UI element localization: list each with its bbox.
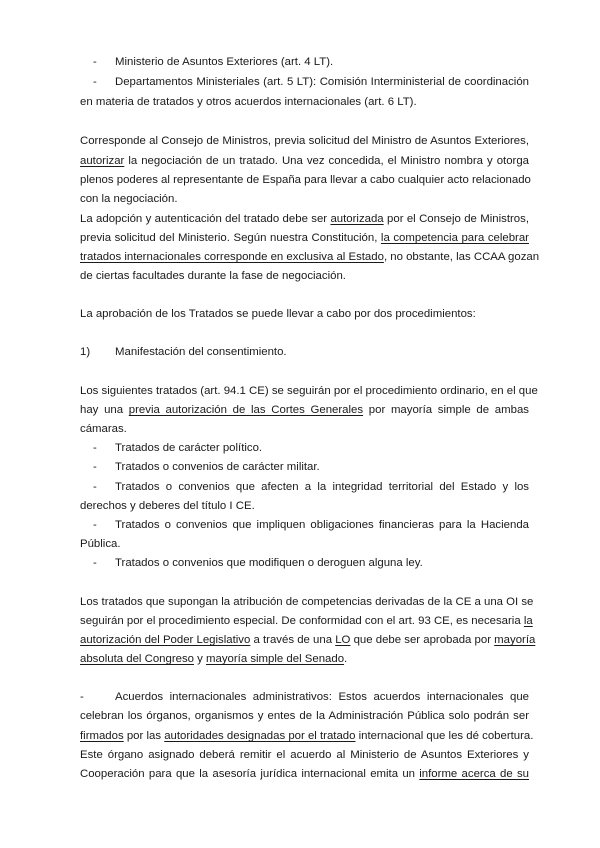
list-dash: - [93, 519, 97, 531]
underlined-term: autorizar [80, 155, 125, 167]
underlined-term: firmados [80, 730, 124, 742]
paragraph-line: plenos poderes al representante de España para llevar a cabo cualquier acto relacionado [80, 174, 531, 186]
underlined-term: mayoría simple del Senado [206, 653, 345, 665]
list-item-continuation: Pública. [80, 538, 121, 550]
paragraph-line: La adopción y autenticación del tratado debe ser autorizada por el Consejo de Ministros, [80, 213, 529, 225]
paragraph-line: Los tratados que supongan la atribución de competencias derivadas de la CE a una OI se [80, 596, 534, 608]
underlined-term: absoluta del Congreso [80, 653, 194, 665]
paragraph-line: Corresponde al Consejo de Ministros, previa solicitud del Ministro de Asuntos Exteriores, [80, 135, 529, 147]
paragraph-line: absoluta del Congreso y mayoría simple del Senado. [80, 653, 348, 665]
paragraph-line: La aprobación de los Tratados se puede llevar a cabo por dos procedimientos: [80, 308, 476, 320]
list-item: Tratados o convenios que afecten a la integridad territorial del Estado y los [115, 481, 529, 493]
paragraph-line: hay una previa autorización de las Cortes Generales por mayoría simple de ambas [80, 404, 529, 416]
paragraph-line: Los siguientes tratados (art. 94.1 CE) se seguirán por el procedimiento ordinario, en el que [80, 385, 538, 397]
paragraph-line: previa solicitud del Ministerio. Según nuestra Constitución, la competencia para celebrar [80, 232, 529, 244]
paragraph-line: Cooperación para que la asesoría jurídica internacional emita un informe acerca de su [80, 768, 529, 780]
list-item: Tratados o convenios que impliquen obligaciones financieras para la Hacienda [115, 519, 529, 531]
list-item: Acuerdos internacionales administrativos: Estos acuerdos internacionales que [115, 691, 529, 703]
list-item: Tratados o convenios que modifiquen o deroguen alguna ley. [115, 557, 423, 569]
paragraph-line: autorizar la negociación de un tratado. Una vez concedida, el Ministro nombra y otorga [80, 155, 529, 167]
paragraph-line: seguirán por el procedimiento especial. De conformidad con el art. 93 CE, es necesaria la [80, 615, 533, 627]
list-dash: - [93, 76, 97, 88]
list-item: Ministerio de Asuntos Exteriores (art. 4 LT). [115, 56, 334, 68]
list-item: Tratados o convenios de carácter militar. [115, 461, 320, 473]
paragraph-line: firmados por las autoridades designadas por el tratado internacional que les dé cobertura. [80, 730, 534, 742]
section-number: 1) [80, 346, 91, 358]
underlined-term: la [523, 615, 533, 627]
section-heading: Manifestación del consentimiento. [115, 346, 287, 358]
list-item: Departamentos Ministeriales (art. 5 LT): Comisión Interministerial de coordinación [115, 76, 529, 88]
list-item: Tratados de carácter político. [115, 442, 263, 454]
paragraph-line: con la negociación. [80, 193, 178, 205]
list-dash: - [93, 56, 97, 68]
underlined-term: LO [335, 634, 351, 646]
paragraph-line: tratados internacionales corresponde en exclusiva al Estado, no obstante, las CCAA gozan [80, 251, 540, 263]
paragraph-line: de ciertas facultades durante la fase de negociación. [80, 270, 346, 282]
paragraph-line: Este órgano asignado deberá remitir el acuerdo al Ministerio de Asuntos Exteriores y [80, 749, 529, 761]
list-dash: - [93, 557, 97, 569]
underlined-term: previa autorización de las Cortes Generales [128, 404, 364, 416]
paragraph-line: celebran los órganos, organismos y entes de la Administración Pública solo podrán ser [80, 710, 529, 722]
underlined-term: autoridades designadas por el tratado [164, 730, 356, 742]
list-dash: - [93, 461, 97, 473]
list-item-continuation: derechos y deberes del título I CE. [80, 500, 255, 512]
list-dash: - [93, 481, 97, 493]
underlined-term: autorización del Poder Legislativo [80, 634, 251, 646]
underlined-term: informe acerca de su [419, 768, 529, 780]
underlined-term: tratados internacionales corresponde en exclusiva al Estado [80, 251, 384, 263]
underlined-term: la competencia para celebrar [380, 232, 529, 244]
underlined-term: autorizada [330, 213, 384, 225]
paragraph-line: cámaras. [80, 423, 127, 435]
list-dash: - [80, 691, 84, 703]
list-dash: - [93, 442, 97, 454]
list-item-continuation: en materia de tratados y otros acuerdos internacionales (art. 6 LT). [80, 96, 417, 108]
paragraph-line: autorización del Poder Legislativo a través de una LO que debe ser aprobada por mayoría [80, 634, 536, 646]
underlined-term: mayoría [494, 634, 536, 646]
